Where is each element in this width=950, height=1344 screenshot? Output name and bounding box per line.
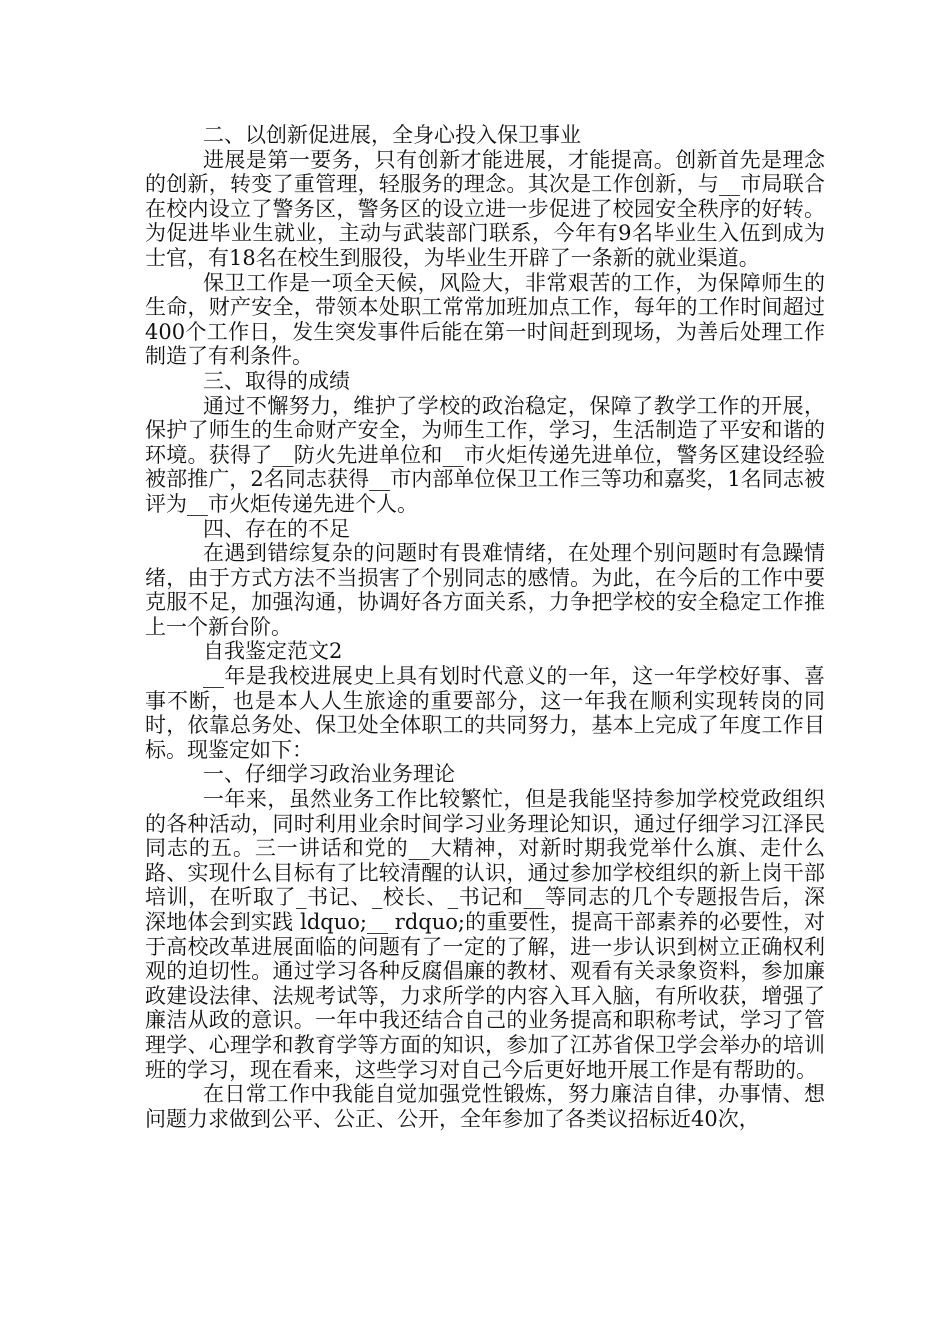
paragraph-security-work: 保卫工作是一项全天候，风险大，非常艰苦的工作，为保障师生的生命，财产安全，带领本处职工常常加班加点工作，每年的工作时间超过400个工作日，发生突发事件后能在第一时间赶到现场，为善后处理工作制造了有利条件。 xyxy=(145,270,825,369)
paragraph-daily-work: 在日常工作中我能自觉加强党性锻炼，努力廉洁自律，办事情、想问题力求做到公平、公正、公开，全年参加了各类议招标近40次， xyxy=(145,1082,825,1131)
paragraph-achievements: 通过不懈努力，维护了学校的政治稳定，保障了教学工作的开展，保护了师生的生命财产安全，为师生工作，学习，生活制造了平安和谐的环境。获得了__防火先进单位和__市火炬传递先进单位，警务区建设经验被部推广，2名同志获得__市内部单位保卫工作三等功和嘉奖，1名同志被评为__市火炬传递先进个人。 xyxy=(145,393,825,516)
document-body xyxy=(145,123,825,1131)
section-heading-study: 一、仔细学习政治业务理论 xyxy=(202,762,455,787)
section-heading-sample-2: 自我鉴定范文2 xyxy=(202,639,343,664)
paragraph-shortcomings: 在遇到错综复杂的问题时有畏难情绪，在处理个别问题时有急躁情绪，由于方式方法不当损害了个别同志的感情。为此，在今后的工作中要克服不足，加强沟通，协调好各方面关系，力争把学校的安全稳定工作推上一个新台阶。 xyxy=(145,541,825,639)
paragraph-study: 一年来，虽然业务工作比较繁忙，但是我能坚持参加学校党政组织的各种活动，同时利用业余时间学习业务理论知识，通过仔细学习江泽民同志的五。三一讲话和党的__大精神，对新时期我党举什么旗、走什么路、实现什么目标有了比较清醒的认识，通过参加学校组织的新上岗干部培训，在听取了_书记、_校长、_书记和__等同志的几个专题报告后，深深地体会到实践 ldquo;__ rdquo;的重要性，提高干部素养的必要性，对于高校改革进展面临的问题有了一定的了解，进一步认识到树立正确权利观的迫切性。通过学习各种反腐倡廉的教材、观看有关录象资料，参加廉政建设法律、法规考试等，力求所学的内容入耳入脑，有所收获，增强了廉洁从政的意识。一年中我还结合自己的业务提高和职称考试，学习了管理学、心理学和教育学等方面的知识，参加了江苏省保卫学会举办的培训班的学习，现在看来，这些学习对自己今后更好地开展工作是有帮助的。 xyxy=(145,787,825,1082)
paragraph-year-overview: __年是我校进展史上具有划时代意义的一年，这一年学校好事、喜事不断，也是本人人生旅途的重要部分，这一年我在顺利实现转岗的同时，依靠总务处、保卫处全体职工的共同努力，基本上完成了年度工作目标。现鉴定如下： xyxy=(145,664,825,762)
section-heading-achievements: 三、取得的成绩 xyxy=(202,368,350,393)
section-heading-innovation: 二、以创新促进展，全身心投入保卫事业 xyxy=(202,123,581,147)
section-heading-shortcomings: 四、存在的不足 xyxy=(202,516,350,541)
paragraph-innovation: 进展是第一要务，只有创新才能进展，才能提高。创新首先是理念的创新，转变了重管理，轻服务的理念。其次是工作创新，与__市局联合在校内设立了警务区，警务区的设立进一步促进了校园安全秩序的好转。为促进毕业生就业，主动与武装部门联系，今年有9名毕业生入伍到成为士官，有18名在校生到服役，为毕业生开辟了一条新的就业渠道。 xyxy=(145,147,825,270)
